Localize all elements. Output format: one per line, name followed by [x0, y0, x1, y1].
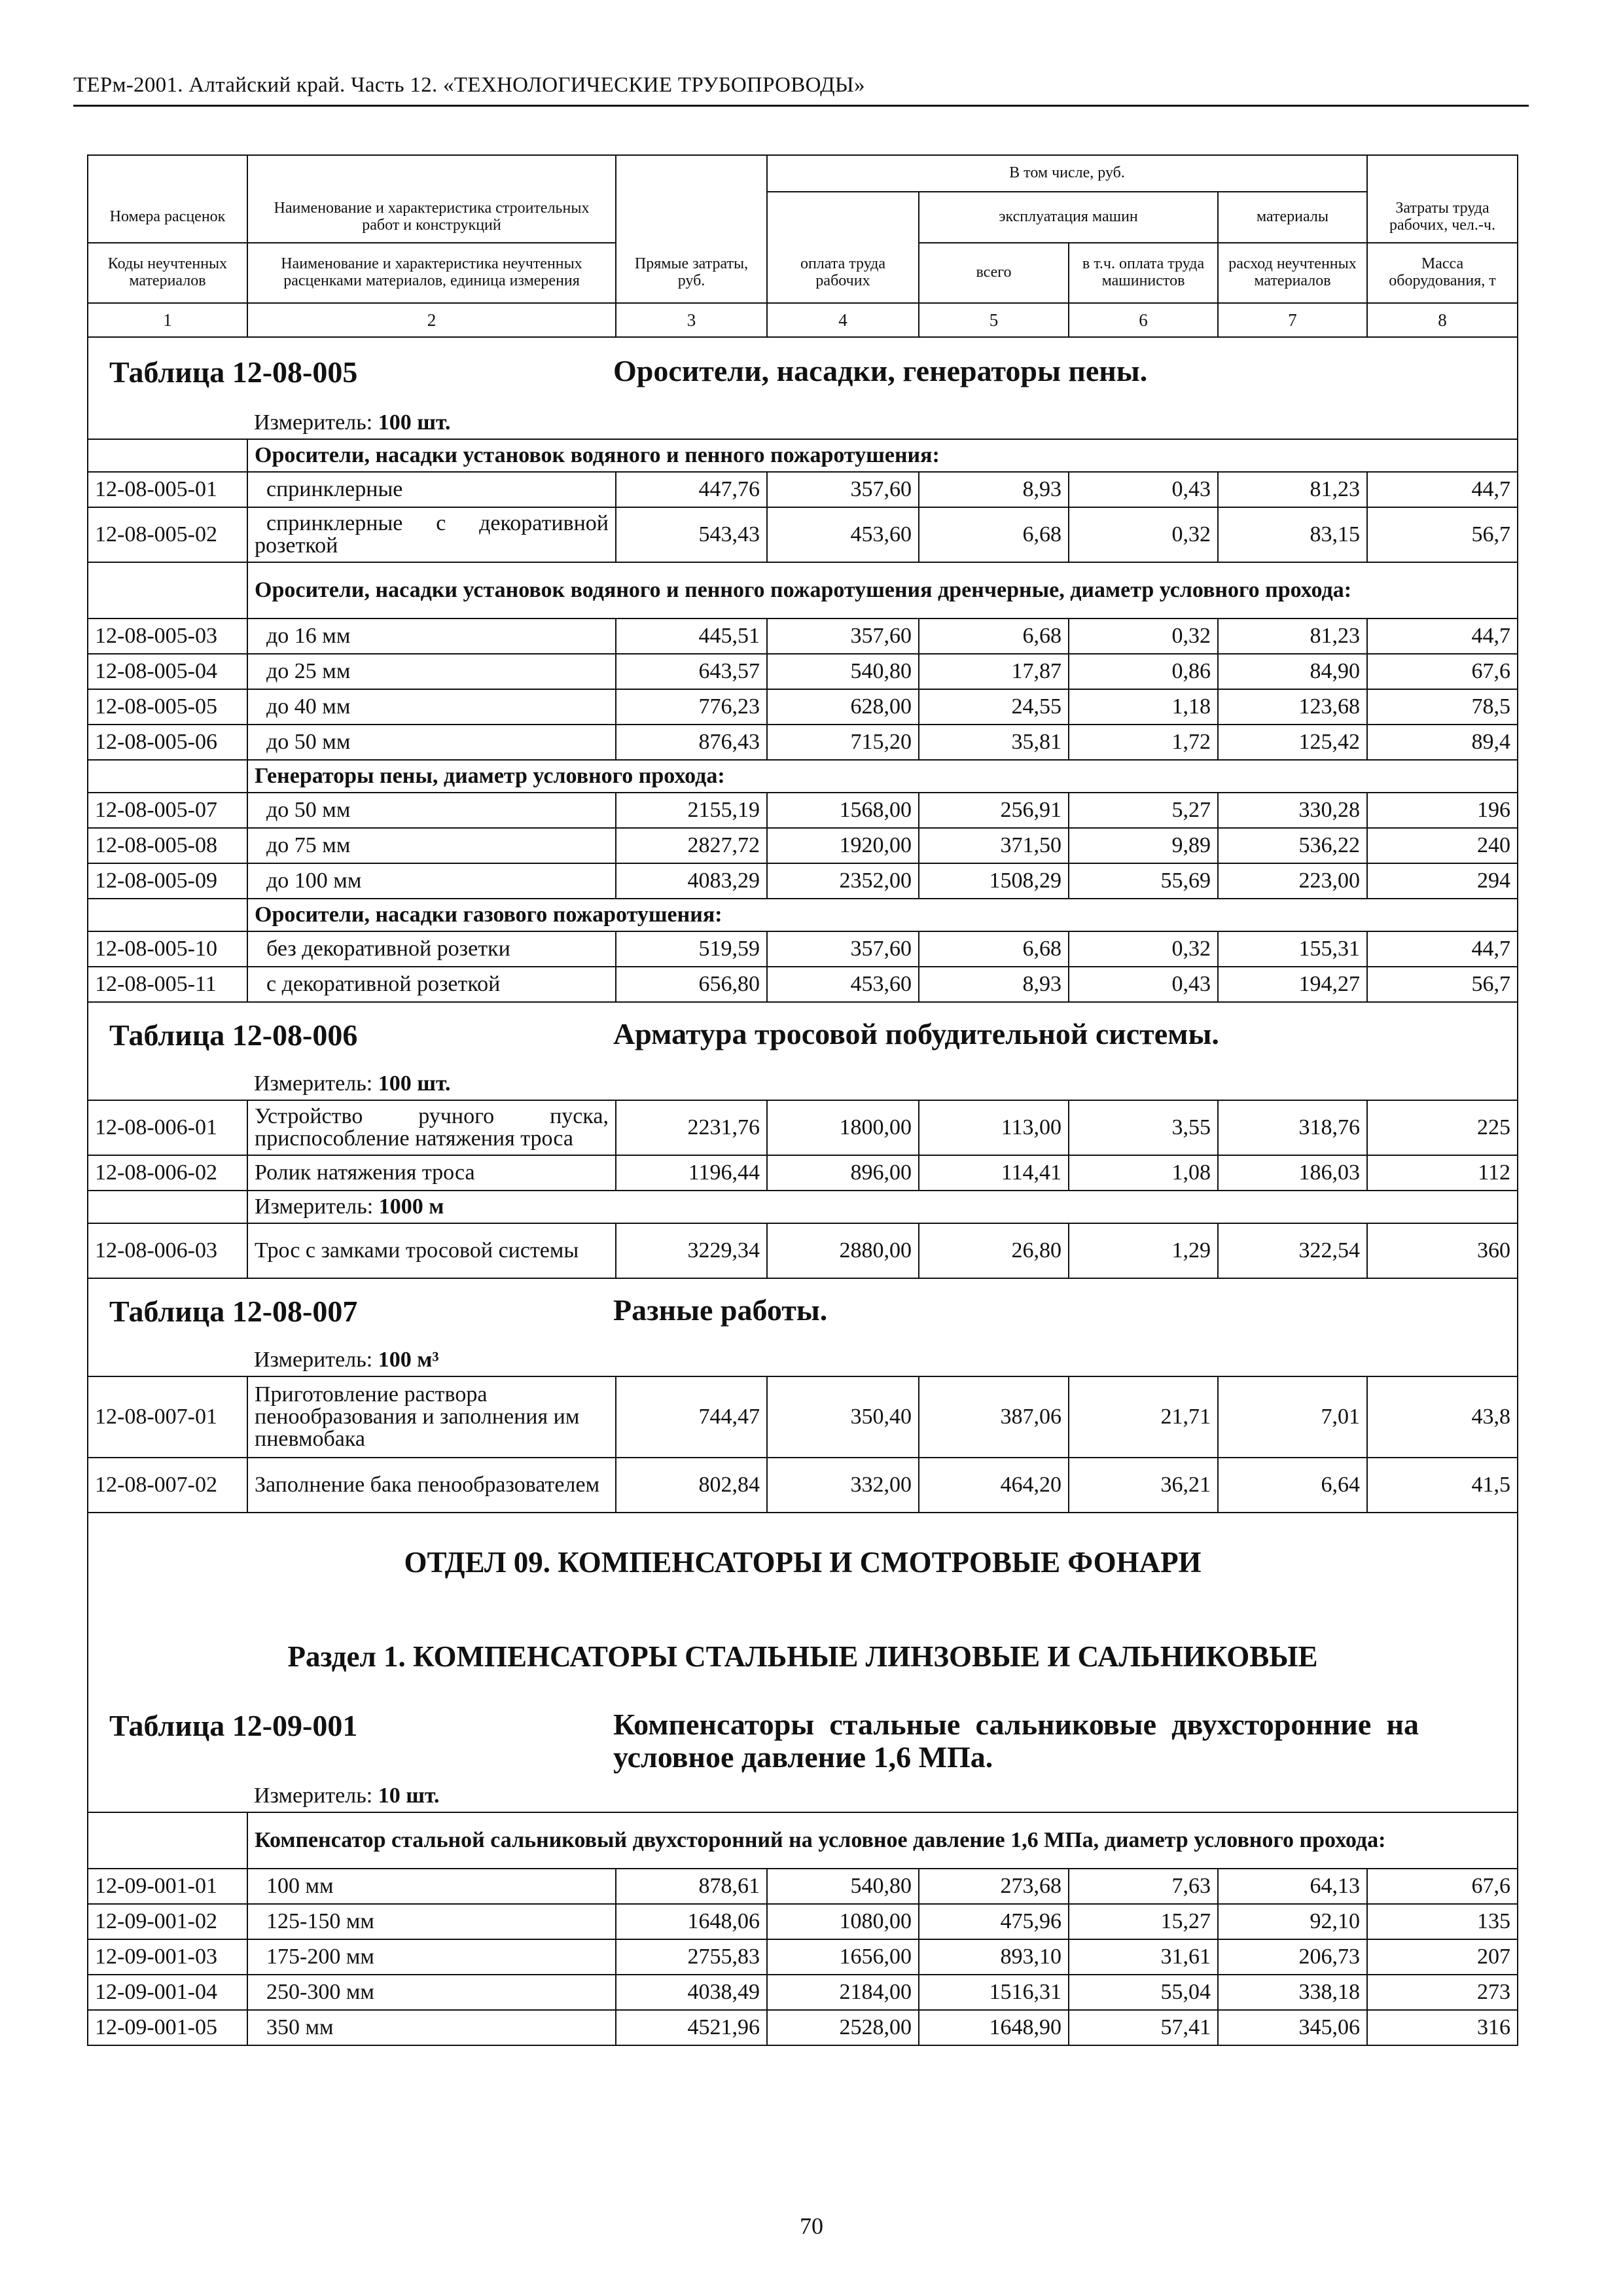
rate-code: 12-09-001-05 [88, 2010, 247, 2045]
machines-pay: 55,04 [1069, 1975, 1218, 2010]
direct-costs: 878,61 [616, 1869, 767, 1904]
direct-costs: 776,23 [616, 689, 767, 725]
machines-pay: 1,18 [1069, 689, 1218, 725]
hdr-incl-rub: В том числе, руб. [767, 155, 1367, 192]
hdr-machines-pay: в т.ч. оплата труда машинистов [1069, 243, 1218, 303]
table-row [88, 1100, 1518, 1155]
table-title-row [88, 1278, 1518, 1344]
hdr-spacer-2 [247, 155, 616, 192]
hdr-material-name: Наименование и характеристика неучтенных расценками материалов, единица измерения [247, 243, 616, 303]
rate-code: 12-09-001-02 [88, 1904, 247, 1939]
rate-name: Приготовление раствора пенообразования и заполнения им пневмобака [247, 1376, 616, 1458]
labor-pay: 715,20 [767, 725, 919, 760]
rate-name: спринклерные [247, 472, 616, 507]
machines-total: 6,68 [919, 507, 1069, 562]
labor-costs: 112 [1367, 1155, 1518, 1191]
machines-pay: 1,08 [1069, 1155, 1218, 1191]
measure-value: 10 шт. [378, 1783, 440, 1808]
materials: 84,90 [1218, 654, 1367, 689]
machines-pay: 7,63 [1069, 1869, 1218, 1904]
rate-code: 12-08-005-08 [88, 828, 247, 863]
labor-costs: 67,6 [1367, 654, 1518, 689]
rate-name: без декоративной розетки [247, 931, 616, 967]
group-title: Оросители, насадки установок водяного и пенного пожаротушения дренчерные, диаметр условного прохода: [247, 562, 1518, 619]
table-number: Таблица 12-09-001 [109, 1709, 358, 1743]
machines-pay: 1,29 [1069, 1223, 1218, 1278]
rate-name: спринклерные с декоративной розеткой [247, 507, 616, 562]
labor-costs: 294 [1367, 863, 1518, 899]
machines-pay: 0,32 [1069, 931, 1218, 967]
measure-row [88, 1191, 1518, 1223]
machines-pay: 0,32 [1069, 507, 1218, 562]
machines-total: 1648,90 [919, 2010, 1069, 2045]
group-title-row [88, 1812, 1518, 1869]
header-row-1 [88, 155, 1518, 192]
direct-costs: 2755,83 [616, 1939, 767, 1975]
measure-row [88, 1780, 1518, 1812]
rate-name: до 40 мм [247, 689, 616, 725]
labor-pay: 1800,00 [767, 1100, 919, 1155]
group-title: Генераторы пены, диаметр условного прохода: [247, 760, 1518, 793]
materials: 81,23 [1218, 619, 1367, 654]
labor-costs: 43,8 [1367, 1376, 1518, 1458]
col-num: 7 [1218, 303, 1367, 337]
hdr-labor-costs: Затраты труда рабочих, чел.-ч. [1367, 192, 1518, 243]
rate-name: до 50 мм [247, 725, 616, 760]
machines-total: 26,80 [919, 1223, 1069, 1278]
table-row [88, 619, 1518, 654]
labor-pay: 357,60 [767, 619, 919, 654]
materials: 81,23 [1218, 472, 1367, 507]
labor-pay: 350,40 [767, 1376, 919, 1458]
direct-costs: 643,57 [616, 654, 767, 689]
rate-code: 12-08-005-09 [88, 863, 247, 899]
machines-total: 273,68 [919, 1869, 1069, 1904]
table-number: Таблица 12-08-005 [109, 355, 358, 389]
rate-code: 12-08-005-03 [88, 619, 247, 654]
group-title-row [88, 760, 1518, 793]
materials: 206,73 [1218, 1939, 1367, 1975]
col-num: 8 [1367, 303, 1518, 337]
table-name: Арматура тросовой побудительной системы. [613, 1017, 1219, 1050]
rate-name: Устройство ручного пуска, приспособление натяжения троса [247, 1100, 616, 1155]
machines-pay: 3,55 [1069, 1100, 1218, 1155]
machines-total: 114,41 [919, 1155, 1069, 1191]
measure-row [88, 1344, 1518, 1376]
direct-costs: 445,51 [616, 619, 767, 654]
direct-costs: 4521,96 [616, 2010, 767, 2045]
machines-pay: 5,27 [1069, 793, 1218, 828]
machines-total: 387,06 [919, 1376, 1069, 1458]
table-title-row [88, 1002, 1518, 1067]
labor-costs: 196 [1367, 793, 1518, 828]
table-row [88, 1869, 1518, 1904]
rate-name: 350 мм [247, 2010, 616, 2045]
materials: 338,18 [1218, 1975, 1367, 2010]
table-title-row [88, 337, 1518, 406]
col-num: 5 [919, 303, 1069, 337]
rate-name: 250-300 мм [247, 1975, 616, 2010]
measure-value: 100 шт. [378, 410, 451, 435]
table-row [88, 967, 1518, 1002]
labor-pay: 357,60 [767, 931, 919, 967]
direct-costs: 656,80 [616, 967, 767, 1002]
table-row [88, 725, 1518, 760]
direct-costs: 2231,76 [616, 1100, 767, 1155]
rate-code: 12-08-005-05 [88, 689, 247, 725]
col-num: 1 [88, 303, 247, 337]
rate-name: до 25 мм [247, 654, 616, 689]
measure-label: Измеритель: [254, 1347, 373, 1372]
direct-costs: 1196,44 [616, 1155, 767, 1191]
materials: 345,06 [1218, 2010, 1367, 2045]
rate-code: 12-08-005-07 [88, 793, 247, 828]
page-number: 70 [800, 2213, 823, 2239]
labor-pay: 1080,00 [767, 1904, 919, 1939]
labor-pay: 332,00 [767, 1458, 919, 1513]
machines-pay: 36,21 [1069, 1458, 1218, 1513]
col-num: 2 [247, 303, 616, 337]
labor-pay: 1920,00 [767, 828, 919, 863]
rate-name: до 75 мм [247, 828, 616, 863]
measure-label: Измеритель: [254, 410, 373, 435]
table-name: Разные работы. [613, 1293, 828, 1327]
rate-code: 12-08-006-03 [88, 1223, 247, 1278]
machines-pay: 0,86 [1069, 654, 1218, 689]
labor-costs: 273 [1367, 1975, 1518, 2010]
machines-total: 371,50 [919, 828, 1069, 863]
header-row-3 [88, 243, 1518, 303]
labor-costs: 56,7 [1367, 507, 1518, 562]
rate-name: 175-200 мм [247, 1939, 616, 1975]
materials: 186,03 [1218, 1155, 1367, 1191]
machines-total: 8,93 [919, 967, 1069, 1002]
rate-name: с декоративной розеткой [247, 967, 616, 1002]
labor-costs: 316 [1367, 2010, 1518, 2045]
materials: 330,28 [1218, 793, 1367, 828]
direct-costs: 4083,29 [616, 863, 767, 899]
table-row [88, 1904, 1518, 1939]
running-header: ТЕРм-2001. Алтайский край. Часть 12. «ТЕХНОЛОГИЧЕСКИЕ ТРУБОПРОВОДЫ» [73, 73, 865, 97]
section-razdel-row [88, 1611, 1518, 1702]
machines-pay: 9,89 [1069, 828, 1218, 863]
table-row [88, 2010, 1518, 2045]
col-num: 4 [767, 303, 919, 337]
table-row [88, 654, 1518, 689]
machines-total: 6,68 [919, 931, 1069, 967]
group-title-row [88, 439, 1518, 472]
materials: 536,22 [1218, 828, 1367, 863]
labor-costs: 360 [1367, 1223, 1518, 1278]
machines-total: 256,91 [919, 793, 1069, 828]
table-row [88, 1939, 1518, 1975]
labor-costs: 41,5 [1367, 1458, 1518, 1513]
labor-pay: 1568,00 [767, 793, 919, 828]
materials: 123,68 [1218, 689, 1367, 725]
rate-code: 12-08-006-01 [88, 1100, 247, 1155]
rate-code: 12-08-007-02 [88, 1458, 247, 1513]
rate-code: 12-09-001-04 [88, 1975, 247, 2010]
machines-total: 6,68 [919, 619, 1069, 654]
machines-pay: 57,41 [1069, 2010, 1218, 2045]
labor-pay: 2352,00 [767, 863, 919, 899]
labor-costs: 225 [1367, 1100, 1518, 1155]
table-row [88, 1155, 1518, 1191]
rate-name: до 50 мм [247, 793, 616, 828]
group-title-row [88, 899, 1518, 931]
materials: 322,54 [1218, 1223, 1367, 1278]
hdr-labor-spacer [767, 192, 919, 243]
table-row [88, 689, 1518, 725]
direct-costs: 447,76 [616, 472, 767, 507]
rate-name: Трос с замками тросовой системы [247, 1223, 616, 1278]
labor-pay: 2528,00 [767, 2010, 919, 2045]
rate-code: 12-08-006-02 [88, 1155, 247, 1191]
hdr-material-codes: Коды неучтенных материалов [88, 243, 247, 303]
hdr-labor-pay: оплата труда рабочих [767, 243, 919, 303]
direct-costs: 2155,19 [616, 793, 767, 828]
measure-value: 100 м³ [378, 1347, 439, 1372]
materials: 318,76 [1218, 1100, 1367, 1155]
hdr-materials: материалы [1218, 192, 1367, 243]
machines-total: 17,87 [919, 654, 1069, 689]
header-rule [73, 105, 1529, 107]
table-row [88, 1975, 1518, 2010]
table-title-row [88, 1702, 1518, 1780]
rate-code: 12-08-005-10 [88, 931, 247, 967]
hdr-direct-costs: Прямые затраты, руб. [616, 243, 767, 303]
hdr-machines-total: всего [919, 243, 1069, 303]
labor-pay: 2880,00 [767, 1223, 919, 1278]
measure-value: 1000 м [378, 1194, 444, 1219]
measure-row [88, 1067, 1518, 1100]
materials: 83,15 [1218, 507, 1367, 562]
measure-label: Измеритель: [254, 1783, 373, 1808]
direct-costs: 4038,49 [616, 1975, 767, 2010]
labor-costs: 44,7 [1367, 931, 1518, 967]
direct-costs: 519,59 [616, 931, 767, 967]
hdr-materials-unaccounted: расход неучтенных материалов [1218, 243, 1367, 303]
header-row-2 [88, 192, 1518, 243]
direct-costs: 1648,06 [616, 1904, 767, 1939]
materials: 64,13 [1218, 1869, 1367, 1904]
section-otdel-row [88, 1513, 1518, 1611]
direct-costs: 3229,34 [616, 1223, 767, 1278]
labor-costs: 44,7 [1367, 472, 1518, 507]
hdr-equipment-mass: Масса оборудования, т [1367, 243, 1518, 303]
labor-costs: 78,5 [1367, 689, 1518, 725]
group-title: Оросители, насадки газового пожаротушения: [247, 899, 1518, 931]
table-row [88, 931, 1518, 967]
machines-total: 464,20 [919, 1458, 1069, 1513]
rate-code: 12-08-005-04 [88, 654, 247, 689]
direct-costs: 2827,72 [616, 828, 767, 863]
direct-costs: 543,43 [616, 507, 767, 562]
machines-total: 893,10 [919, 1939, 1069, 1975]
labor-pay: 896,00 [767, 1155, 919, 1191]
labor-pay: 540,80 [767, 1869, 919, 1904]
rate-code: 12-08-005-06 [88, 725, 247, 760]
rate-code: 12-08-005-01 [88, 472, 247, 507]
labor-pay: 357,60 [767, 472, 919, 507]
labor-pay: 453,60 [767, 967, 919, 1002]
machines-total: 475,96 [919, 1904, 1069, 1939]
table-row [88, 793, 1518, 828]
hdr-spacer-8 [1367, 155, 1518, 192]
table-row [88, 1458, 1518, 1513]
materials: 7,01 [1218, 1376, 1367, 1458]
materials: 223,00 [1218, 863, 1367, 899]
direct-costs: 744,47 [616, 1376, 767, 1458]
hdr-spacer-3 [616, 155, 767, 192]
table-number: Таблица 12-08-006 [109, 1018, 358, 1052]
labor-costs: 135 [1367, 1904, 1518, 1939]
column-numbers-row [88, 303, 1518, 337]
table-row [88, 507, 1518, 562]
measure-value: 100 шт. [378, 1071, 451, 1096]
group-title: Компенсатор стальной сальниковый двухсторонний на условное давление 1,6 МПа, диаметр условного прохода: [247, 1812, 1518, 1869]
labor-costs: 240 [1367, 828, 1518, 863]
machines-pay: 1,72 [1069, 725, 1218, 760]
table-row [88, 828, 1518, 863]
machines-pay: 31,61 [1069, 1939, 1218, 1975]
rates-table [87, 154, 1518, 2046]
machines-pay: 0,32 [1069, 619, 1218, 654]
rate-name: до 100 мм [247, 863, 616, 899]
machines-pay: 15,27 [1069, 1904, 1218, 1939]
hdr-rate-numbers: Номера расценок [88, 192, 247, 243]
materials: 125,42 [1218, 725, 1367, 760]
machines-pay: 0,43 [1069, 967, 1218, 1002]
measure-label: Измеритель: [255, 1194, 374, 1219]
labor-costs: 89,4 [1367, 725, 1518, 760]
machines-total: 8,93 [919, 472, 1069, 507]
machines-pay: 21,71 [1069, 1376, 1218, 1458]
rate-code: 12-09-001-03 [88, 1939, 247, 1975]
table-row [88, 472, 1518, 507]
materials: 155,31 [1218, 931, 1367, 967]
table-number: Таблица 12-08-007 [109, 1295, 358, 1328]
col-num: 3 [616, 303, 767, 337]
rate-name: Заполнение бака пенообразователем [247, 1458, 616, 1513]
table-row [88, 1376, 1518, 1458]
machines-total: 24,55 [919, 689, 1069, 725]
rate-name: до 16 мм [247, 619, 616, 654]
labor-costs: 44,7 [1367, 619, 1518, 654]
labor-pay: 1656,00 [767, 1939, 919, 1975]
labor-costs: 207 [1367, 1939, 1518, 1975]
col-num: 6 [1069, 303, 1218, 337]
rate-code: 12-08-005-11 [88, 967, 247, 1002]
hdr-work-name: Наименование и характеристика строительных работ и конструкций [247, 192, 616, 243]
group-title-row [88, 562, 1518, 619]
section-razdel-title: Раздел 1. КОМПЕНСАТОРЫ СТАЛЬНЫЕ ЛИНЗОВЫЕ И САЛЬНИКОВЫЕ [88, 1611, 1518, 1702]
section-otdel-title: ОТДЕЛ 09. КОМПЕНСАТОРЫ И СМОТРОВЫЕ ФОНАРИ [88, 1513, 1518, 1611]
rate-code: 12-09-001-01 [88, 1869, 247, 1904]
labor-pay: 2184,00 [767, 1975, 919, 2010]
hdr-spacer-1 [88, 155, 247, 192]
direct-costs: 802,84 [616, 1458, 767, 1513]
hdr-direct-spacer [616, 192, 767, 243]
labor-pay: 628,00 [767, 689, 919, 725]
measure-row [88, 406, 1518, 439]
machines-total: 1508,29 [919, 863, 1069, 899]
table-row [88, 863, 1518, 899]
materials: 194,27 [1218, 967, 1367, 1002]
rate-name: Ролик натяжения троса [247, 1155, 616, 1191]
materials: 92,10 [1218, 1904, 1367, 1939]
rate-name: 125-150 мм [247, 1904, 616, 1939]
labor-costs: 67,6 [1367, 1869, 1518, 1904]
group-title: Оросители, насадки установок водяного и пенного пожаротушения: [247, 439, 1518, 472]
labor-costs: 56,7 [1367, 967, 1518, 1002]
labor-pay: 540,80 [767, 654, 919, 689]
table-name: Оросители, насадки, генераторы пены. [613, 354, 1148, 387]
machines-total: 113,00 [919, 1100, 1069, 1155]
direct-costs: 876,43 [616, 725, 767, 760]
hdr-machines: эксплуатация машин [919, 192, 1218, 243]
table-name: Компенсаторы стальные сальниковые двухсторонние на условное давление 1,6 МПа. [613, 1708, 1419, 1774]
rate-name: 100 мм [247, 1869, 616, 1904]
rate-code: 12-08-007-01 [88, 1376, 247, 1458]
machines-total: 35,81 [919, 725, 1069, 760]
labor-pay: 453,60 [767, 507, 919, 562]
machines-pay: 0,43 [1069, 472, 1218, 507]
measure-label: Измеритель: [254, 1071, 373, 1096]
materials: 6,64 [1218, 1458, 1367, 1513]
table-row [88, 1223, 1518, 1278]
machines-total: 1516,31 [919, 1975, 1069, 2010]
rate-code: 12-08-005-02 [88, 507, 247, 562]
machines-pay: 55,69 [1069, 863, 1218, 899]
